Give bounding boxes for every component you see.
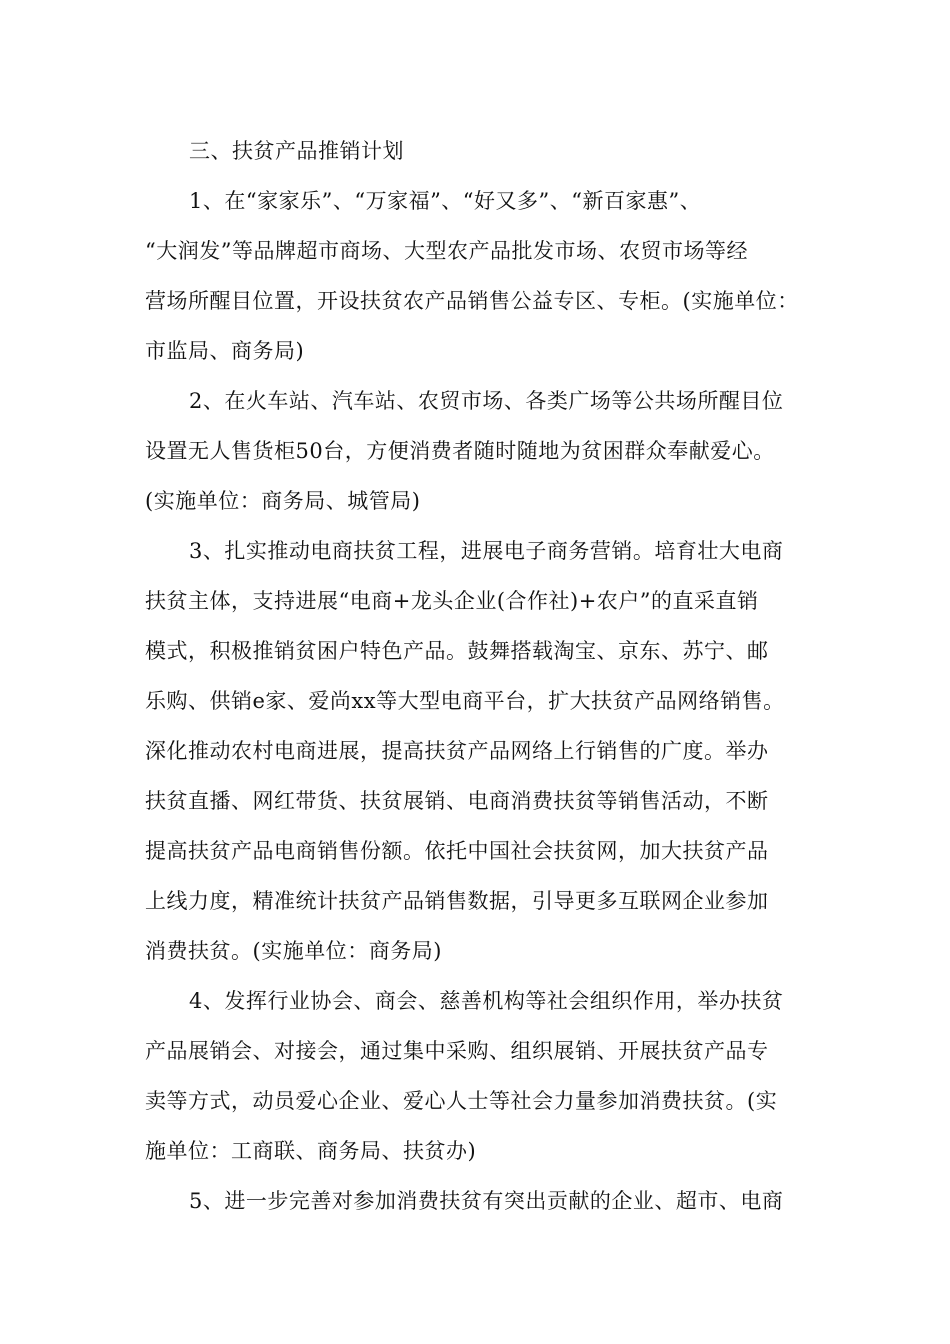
text-line: 模式，积极推销贫困户特色产品。鼓舞搭载淘宝、京东、苏宁、邮: [145, 639, 769, 663]
text-line: (实施单位：商务局、城管局): [145, 489, 421, 513]
text-line: 消费扶贫。(实施单位：商务局): [145, 939, 442, 963]
text-line: 扶贫直播、网红带货、扶贫展销、电商消费扶贫等销售活动，不断: [145, 789, 769, 813]
section-heading: 三、扶贫产品推销计划: [189, 139, 404, 163]
text-line: 4、发挥行业协会、商会、慈善机构等社会组织作用，举办扶贫: [189, 989, 784, 1013]
text-line: 市监局、商务局): [145, 339, 305, 363]
text-line: 产品展销会、对接会，通过集中采购、组织展销、开展扶贫产品专: [145, 1039, 769, 1063]
text-line: “大润发”等品牌超市商场、大型农产品批发市场、农贸市场等经: [145, 239, 748, 263]
text-line: 2、在火车站、汽车站、农贸市场、各类广场等公共场所醒目位: [189, 389, 784, 413]
text-line: 施单位：工商联、商务局、扶贫办): [145, 1139, 477, 1163]
text-line: 5、进一步完善对参加消费扶贫有突出贡献的企业、超市、电商: [189, 1189, 784, 1213]
text-line: 上线力度，精准统计扶贫产品销售数据，引导更多互联网企业参加: [145, 889, 769, 913]
text-line: 深化推动农村电商进展，提高扶贫产品网络上行销售的广度。举办: [145, 739, 769, 763]
text-line: 营场所醒目位置，开设扶贫农产品销售公益专区、专柜。(实施单位：: [145, 289, 799, 313]
text-line: 扶贫主体，支持进展“电商+龙头企业(合作社)+农户”的直采直销: [145, 589, 759, 613]
text-line: 3、扎实推动电商扶贫工程，进展电子商务营销。培育壮大电商: [189, 539, 784, 563]
text-line: 提高扶贫产品电商销售份额。依托中国社会扶贫网，加大扶贫产品: [145, 839, 769, 863]
text-line: 乐购、供销e家、爱尚xx等大型电商平台，扩大扶贫产品网络销售。: [145, 689, 785, 713]
text-line: 卖等方式，动员爱心企业、爱心人士等社会力量参加消费扶贫。(实: [145, 1089, 778, 1113]
text-line: 1、在“家家乐”、“万家福”、“好又多”、“新百家惠”、: [189, 189, 702, 213]
text-line: 设置无人售货柜50台，方便消费者随时随地为贫困群众奉献爱心。: [145, 439, 775, 463]
